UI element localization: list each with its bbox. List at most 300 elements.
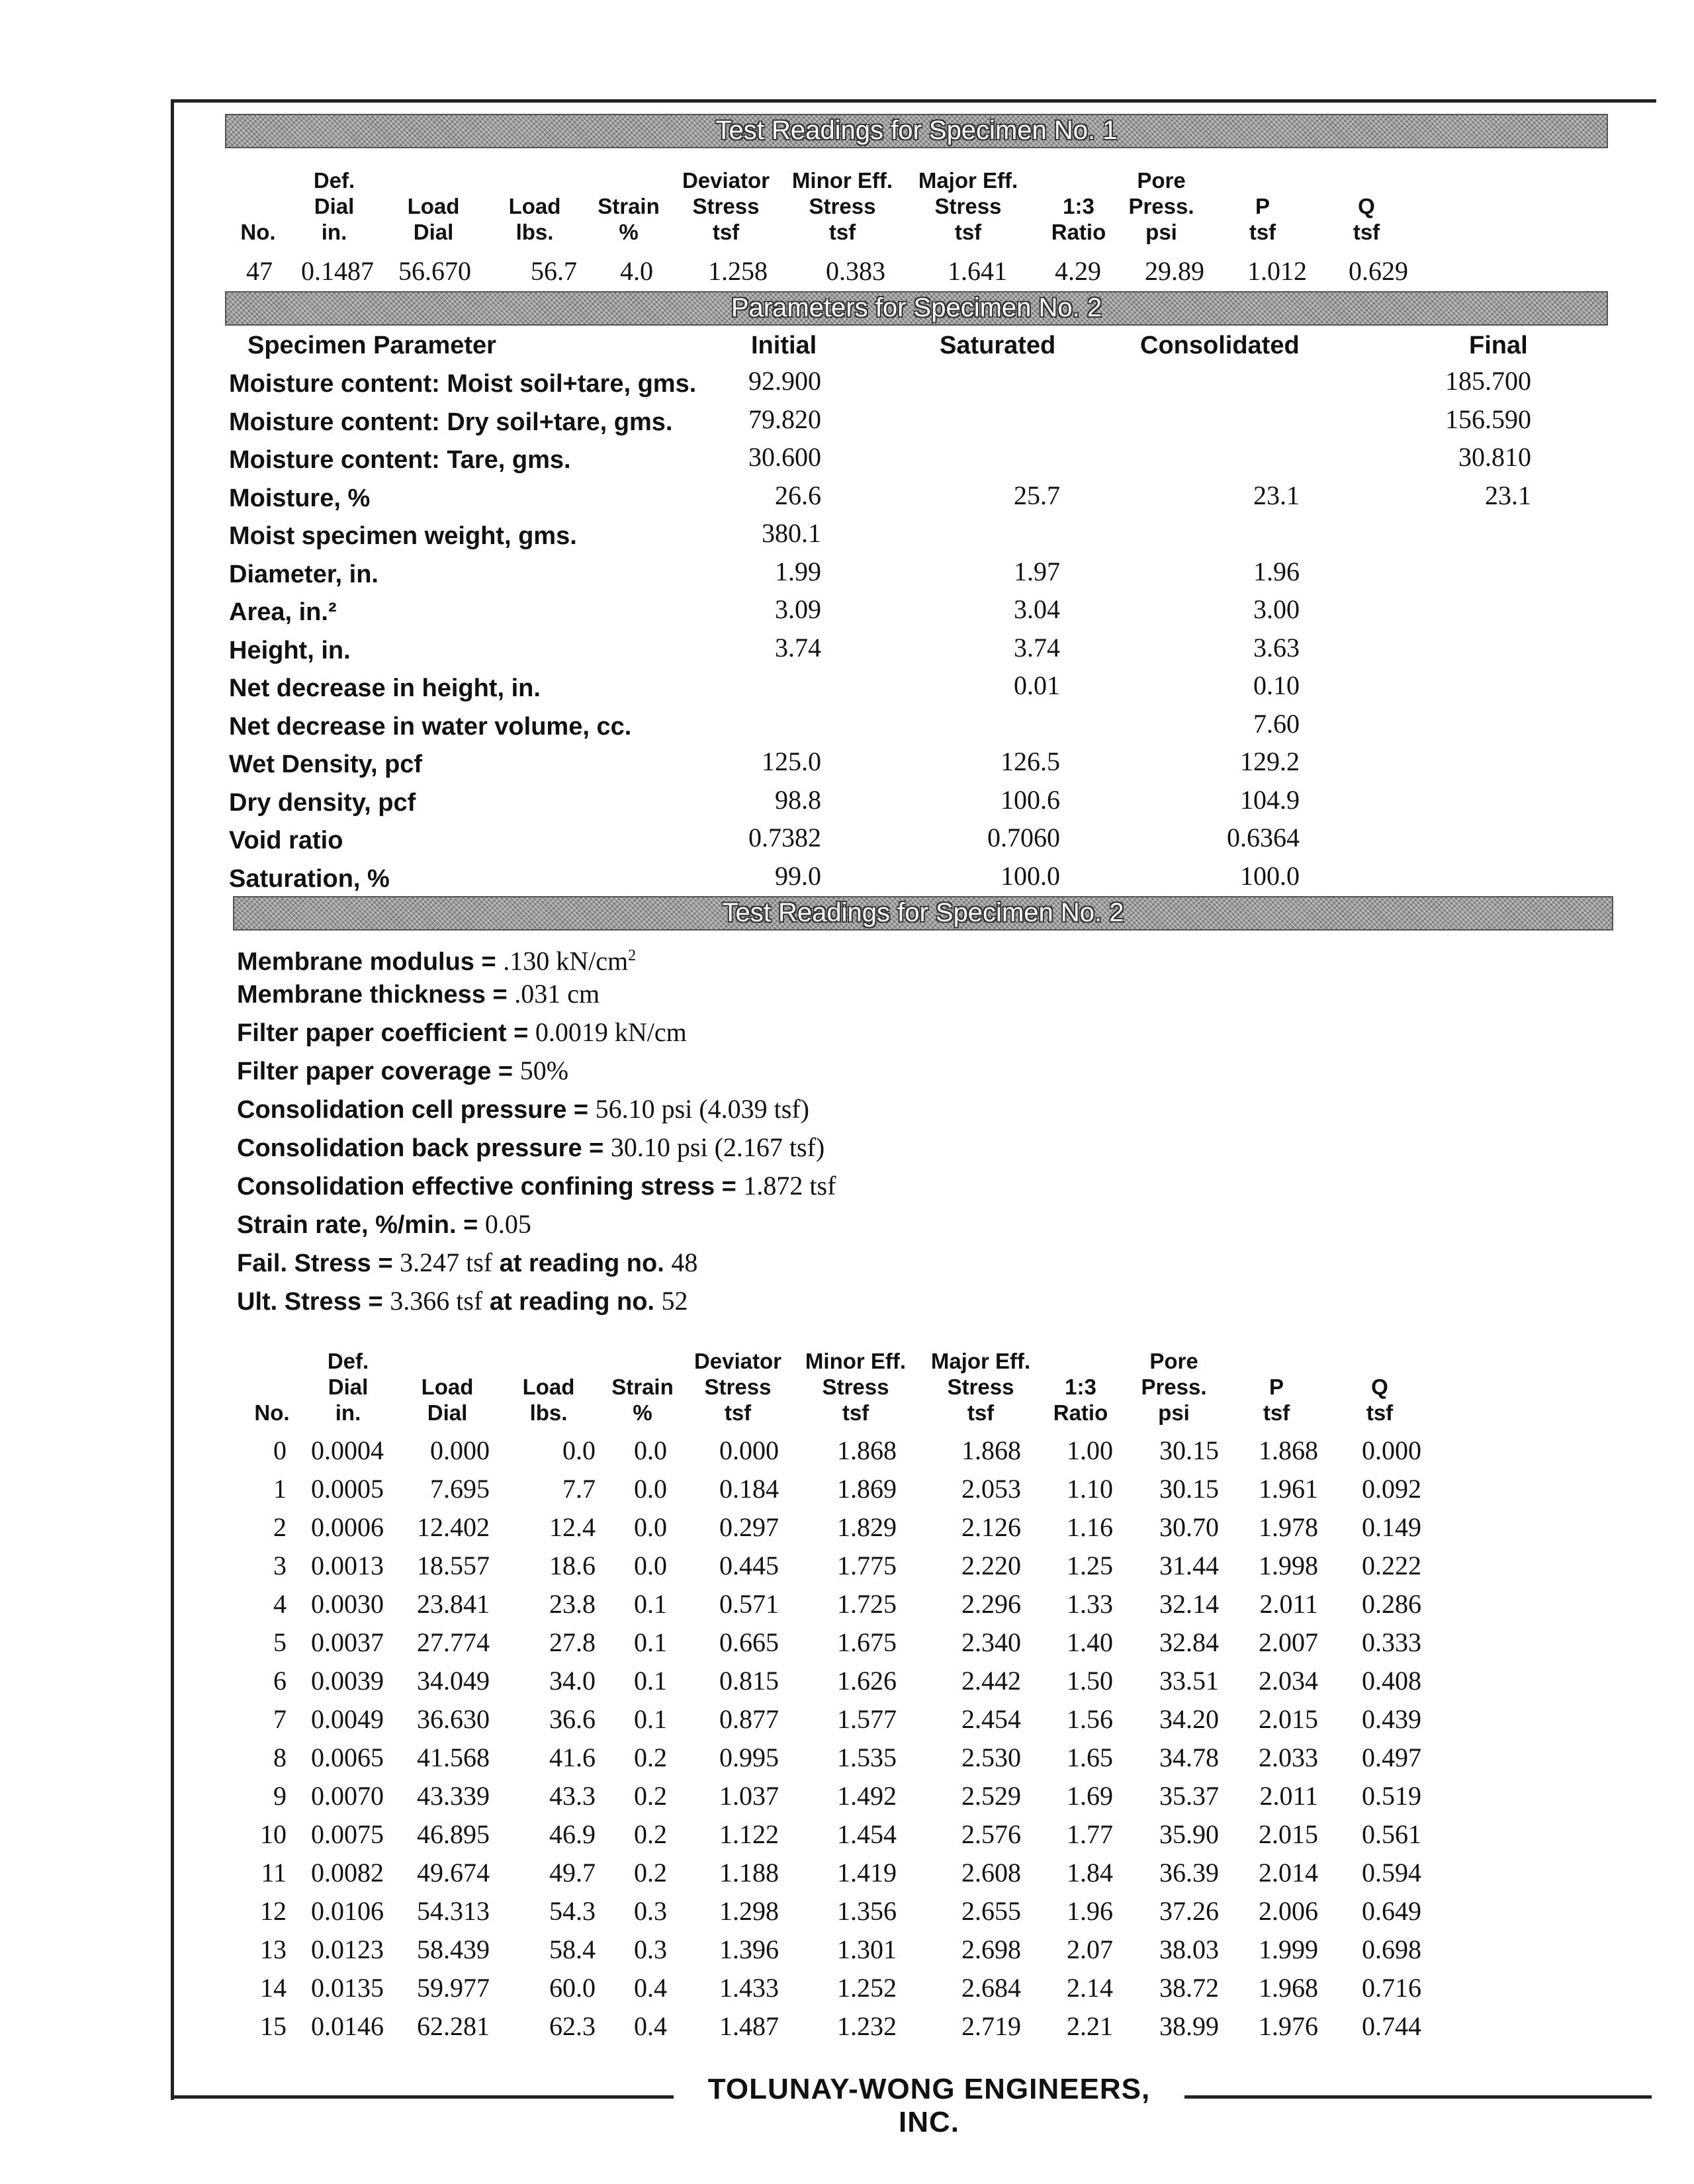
parameter-value-initial: 1.99 <box>775 556 821 586</box>
table-cell: 0.0070 <box>311 1781 384 1811</box>
table-cell: 2.21 <box>1067 2011 1113 2041</box>
table-cell: 1.577 <box>837 1704 897 1734</box>
column-header: Deviator Stress tsf <box>693 1349 782 1425</box>
table-cell: 41.6 <box>549 1743 596 1772</box>
table-cell: 1.037 <box>719 1781 779 1811</box>
table-cell: 1.00 <box>1067 1435 1113 1465</box>
table-cell: 2.608 <box>961 1858 1021 1888</box>
table-cell: 1.188 <box>719 1858 779 1888</box>
test-info-line <box>237 1284 688 1319</box>
test-info-line <box>237 1015 687 1050</box>
table-cell: 2.033 <box>1259 1743 1318 1772</box>
table-cell: 29.89 <box>1145 256 1204 286</box>
section-band-specimen2-readings: Test Readings for Specimen No. 2 <box>233 896 1613 931</box>
table-cell: 0.629 <box>1349 256 1408 286</box>
table-cell: 23.8 <box>549 1589 596 1619</box>
table-cell: 0.333 <box>1362 1627 1421 1657</box>
table-cell: 32.84 <box>1159 1627 1219 1657</box>
table-cell: 3 <box>273 1551 287 1580</box>
test-info-label: Fail. Stress = <box>237 1250 400 1277</box>
table-cell: 30.15 <box>1159 1435 1219 1465</box>
test-info-value: .130 kN/cm <box>503 946 629 976</box>
parameter-value-final: 30.810 <box>1458 442 1531 472</box>
column-header: Pore Press. psi <box>1141 1349 1207 1425</box>
column-header: P tsf <box>1249 194 1276 244</box>
parameter-value-saturated: 100.6 <box>1001 784 1060 815</box>
table-cell: 35.90 <box>1159 1819 1219 1849</box>
test-info-line <box>237 938 636 979</box>
test-info-label: Membrane modulus = <box>237 948 504 976</box>
table-cell: 43.339 <box>417 1781 490 1811</box>
table-cell: 2.014 <box>1259 1858 1318 1888</box>
table-cell: 1.40 <box>1067 1627 1113 1657</box>
test-info-value: 56.10 psi (4.039 tsf) <box>595 1094 809 1124</box>
table-cell: 0.4 <box>634 2011 667 2041</box>
table-cell: 1.535 <box>837 1743 897 1772</box>
table-cell: 33.51 <box>1159 1666 1219 1696</box>
table-cell: 38.72 <box>1159 1973 1219 2003</box>
table-cell: 1.869 <box>837 1474 897 1504</box>
test-info-line <box>237 1207 531 1242</box>
table-cell: 23.841 <box>417 1589 490 1619</box>
table-cell: 1.868 <box>961 1435 1021 1465</box>
table-cell: 0.445 <box>719 1551 779 1580</box>
table-cell: 58.439 <box>417 1934 490 1964</box>
table-cell: 37.26 <box>1159 1896 1219 1926</box>
table-cell: 0.1487 <box>301 256 374 286</box>
table-cell: 2.454 <box>961 1704 1021 1734</box>
column-header: No. <box>240 220 276 244</box>
parameter-value-consolidated: 1.96 <box>1253 556 1300 586</box>
parameters-header-label: Specimen Parameter <box>247 332 496 359</box>
table-cell: 2.684 <box>961 1973 1021 2003</box>
test-info-value: 0.0019 kN/cm <box>535 1017 687 1047</box>
table-cell: 30.70 <box>1159 1512 1219 1542</box>
table-cell: 36.39 <box>1159 1858 1219 1888</box>
test-info-value: 0.05 <box>484 1209 531 1239</box>
table-cell: 0.222 <box>1362 1551 1421 1580</box>
table-cell: 12 <box>260 1896 287 1926</box>
table-cell: 1.961 <box>1259 1474 1318 1504</box>
parameter-label: Moist specimen weight, gms. <box>229 522 577 550</box>
table-cell: 0.519 <box>1362 1781 1421 1811</box>
table-cell: 34.0 <box>549 1666 596 1696</box>
test-info-value: 30.10 psi (2.167 tsf) <box>610 1132 825 1162</box>
parameter-label: Moisture content: Dry soil+tare, gms. <box>229 408 673 436</box>
table-cell: 4.0 <box>620 256 653 286</box>
table-cell: 1.396 <box>719 1934 779 1964</box>
parameter-value-final: 185.700 <box>1445 366 1531 396</box>
column-header: No. <box>254 1400 290 1425</box>
table-cell: 1.999 <box>1259 1934 1318 1964</box>
table-cell: 1.626 <box>837 1666 897 1696</box>
parameter-value-initial: 79.820 <box>748 404 821 434</box>
table-cell: 36.6 <box>549 1704 596 1734</box>
table-cell: 6 <box>273 1666 287 1696</box>
table-cell: 4.29 <box>1055 256 1101 286</box>
table-cell: 4 <box>273 1589 287 1619</box>
column-header: Strain % <box>598 194 660 244</box>
table-cell: 2 <box>273 1512 287 1542</box>
test-info-connector: at reading no. <box>482 1288 662 1316</box>
table-cell: 60.0 <box>549 1973 596 2003</box>
column-header: Pore Press. psi <box>1128 168 1194 244</box>
table-cell: 10 <box>260 1819 287 1849</box>
table-cell: 1.298 <box>719 1896 779 1926</box>
table-cell: 0.995 <box>719 1743 779 1772</box>
table-cell: 11 <box>261 1858 287 1888</box>
table-cell: 0.0030 <box>311 1589 384 1619</box>
table-cell: 0.1 <box>634 1666 667 1696</box>
test-info-label: Filter paper coverage = <box>237 1058 520 1085</box>
table-cell: 34.78 <box>1159 1743 1219 1772</box>
column-header: 1:3 Ratio <box>1053 1375 1108 1425</box>
column-header: Def. Dial in. <box>313 168 355 244</box>
table-cell: 2.006 <box>1259 1896 1318 1926</box>
table-cell: 1.725 <box>837 1589 897 1619</box>
table-cell: 1.976 <box>1259 2011 1318 2041</box>
parameter-value-initial: 26.6 <box>775 480 821 510</box>
table-cell: 2.034 <box>1259 1666 1318 1696</box>
parameter-value-saturated: 100.0 <box>1001 860 1060 891</box>
column-header: Minor Eff. Stress tsf <box>791 168 893 244</box>
parameter-label: Area, in.² <box>229 598 337 626</box>
table-cell: 0.0106 <box>311 1896 384 1926</box>
table-cell: 1.10 <box>1067 1474 1113 1504</box>
table-cell: 18.6 <box>549 1551 596 1580</box>
table-cell: 0.0 <box>634 1435 667 1465</box>
table-cell: 1.50 <box>1067 1666 1113 1696</box>
table-cell: 2.220 <box>961 1551 1021 1580</box>
test-info-line <box>237 1092 809 1127</box>
table-cell: 0.184 <box>719 1474 779 1504</box>
parameter-value-initial: 380.1 <box>762 518 821 548</box>
table-cell: 36.630 <box>417 1704 490 1734</box>
table-cell: 9 <box>273 1781 287 1811</box>
table-cell: 0.0065 <box>311 1743 384 1772</box>
table-cell: 0.0082 <box>311 1858 384 1888</box>
parameter-label: Net decrease in water volume, cc. <box>229 712 632 741</box>
parameter-value-saturated: 3.04 <box>1014 594 1060 624</box>
table-cell: 0.815 <box>719 1666 779 1696</box>
table-cell: 38.99 <box>1159 2011 1219 2041</box>
parameter-value-consolidated: 100.0 <box>1240 860 1300 891</box>
table-cell: 0.2 <box>634 1858 667 1888</box>
table-cell: 0.0 <box>634 1551 667 1580</box>
table-cell: 7.695 <box>430 1474 490 1504</box>
parameter-value-consolidated: 0.6364 <box>1227 823 1300 852</box>
column-header: Major Eff. Stress tsf <box>930 1349 1031 1425</box>
parameter-label: Moisture content: Tare, gms. <box>229 446 571 474</box>
table-cell: 0.1 <box>634 1627 667 1657</box>
table-cell: 0.571 <box>719 1589 779 1619</box>
column-header: Load Dial <box>407 194 460 244</box>
test-info-label: Membrane thickness = <box>237 981 515 1009</box>
table-cell: 1.868 <box>837 1435 897 1465</box>
table-cell: 2.340 <box>961 1627 1021 1657</box>
table-cell: 2.015 <box>1259 1704 1318 1734</box>
table-cell: 49.674 <box>417 1858 490 1888</box>
table-cell: 0.0004 <box>311 1435 384 1465</box>
table-cell: 0.0006 <box>311 1512 384 1542</box>
parameters-header-saturated: Saturated <box>940 332 1056 359</box>
table-cell: 0.000 <box>1362 1435 1421 1465</box>
table-cell: 1.232 <box>837 2011 897 2041</box>
column-header: Strain % <box>611 1375 674 1425</box>
parameter-value-initial: 0.7382 <box>748 823 821 852</box>
parameter-value-saturated: 1.97 <box>1014 556 1060 586</box>
table-cell: 1.84 <box>1067 1858 1113 1888</box>
table-cell: 54.3 <box>549 1896 596 1926</box>
parameter-label: Net decrease in height, in. <box>229 674 541 702</box>
table-cell: 7 <box>273 1704 287 1734</box>
table-cell: 0.649 <box>1362 1896 1421 1926</box>
section-band-specimen1-readings: Test Readings for Specimen No. 1 <box>225 114 1608 148</box>
table-cell: 2.698 <box>961 1934 1021 1964</box>
table-cell: 1.25 <box>1067 1551 1113 1580</box>
column-header: Deviator Stress tsf <box>682 168 770 244</box>
table-cell: 0.000 <box>719 1435 779 1465</box>
table-cell: 1.77 <box>1067 1819 1113 1849</box>
parameters-header-consolidated: Consolidated <box>1140 332 1300 359</box>
table-cell: 27.8 <box>549 1627 596 1657</box>
test-info-label: Ult. Stress = <box>237 1288 390 1316</box>
parameter-value-initial: 3.09 <box>775 594 821 624</box>
table-cell: 1.33 <box>1067 1589 1113 1619</box>
section-band-specimen2-parameters: Parameters for Specimen No. 2 <box>225 291 1608 326</box>
table-cell: 1.675 <box>837 1627 897 1657</box>
table-cell: 0.286 <box>1362 1589 1421 1619</box>
parameter-label: Diameter, in. <box>229 560 379 588</box>
table-cell: 58.4 <box>549 1934 596 1964</box>
table-cell: 2.011 <box>1259 1589 1318 1619</box>
company-name: TOLUNAY-WONG ENGINEERS, INC. <box>707 2073 1151 2138</box>
table-cell: 0.297 <box>719 1512 779 1542</box>
table-cell: 0.3 <box>634 1896 667 1926</box>
table-cell: 12.4 <box>549 1512 596 1542</box>
parameter-value-saturated: 126.5 <box>1001 747 1060 776</box>
column-header: Def. Dial in. <box>327 1349 369 1425</box>
parameter-value-final: 23.1 <box>1485 480 1531 510</box>
table-cell: 0.2 <box>634 1743 667 1772</box>
column-header: Load lbs. <box>522 1375 575 1425</box>
table-cell: 0.4 <box>634 1973 667 2003</box>
parameter-label: Void ratio <box>229 827 343 854</box>
table-cell: 59.977 <box>417 1973 490 2003</box>
table-cell: 1.419 <box>837 1858 897 1888</box>
test-info-label: Consolidation cell pressure = <box>237 1096 596 1124</box>
table-cell: 2.007 <box>1259 1627 1318 1657</box>
table-cell: 0.408 <box>1362 1666 1421 1696</box>
test-info-label: Filter paper coefficient = <box>237 1019 535 1047</box>
table-cell: 2.576 <box>961 1819 1021 1849</box>
parameter-value-saturated: 25.7 <box>1014 480 1060 510</box>
table-cell: 0.3 <box>634 1934 667 1964</box>
table-cell: 46.9 <box>549 1819 596 1849</box>
table-cell: 1.492 <box>837 1781 897 1811</box>
parameter-value-saturated: 0.7060 <box>987 823 1060 852</box>
table-cell: 8 <box>273 1743 287 1772</box>
table-cell: 0.0 <box>562 1435 596 1465</box>
table-cell: 1.454 <box>837 1819 897 1849</box>
table-cell: 2.655 <box>961 1896 1021 1926</box>
column-header: Minor Eff. Stress tsf <box>805 1349 907 1425</box>
table-cell: 62.3 <box>549 2011 596 2041</box>
table-cell: 2.07 <box>1067 1934 1113 1964</box>
table-cell: 32.14 <box>1159 1589 1219 1619</box>
table-cell: 0.0037 <box>311 1627 384 1657</box>
test-info-value: 1.872 tsf <box>743 1171 836 1201</box>
table-cell: 46.895 <box>417 1819 490 1849</box>
table-cell: 0.561 <box>1362 1819 1421 1849</box>
table-cell: 0.0049 <box>311 1704 384 1734</box>
table-cell: 0.594 <box>1362 1858 1421 1888</box>
column-header: P tsf <box>1263 1375 1290 1425</box>
parameter-label: Height, in. <box>229 636 351 664</box>
column-header: 1:3 Ratio <box>1051 194 1106 244</box>
table-cell: 0.698 <box>1362 1934 1421 1964</box>
table-cell: 2.530 <box>961 1743 1021 1772</box>
test-info-line <box>237 1130 825 1165</box>
table-cell: 1 <box>273 1474 287 1504</box>
test-info-reading-no: 52 <box>661 1286 688 1316</box>
table-cell: 38.03 <box>1159 1934 1219 1964</box>
table-cell: 1.96 <box>1067 1896 1113 1926</box>
table-cell: 2.14 <box>1067 1973 1113 2003</box>
test-info-value: 50% <box>519 1056 569 1085</box>
table-cell: 0.1 <box>634 1589 667 1619</box>
parameter-value-saturated: 0.01 <box>1014 670 1060 700</box>
test-info-label: Strain rate, %/min. = <box>237 1211 485 1239</box>
table-cell: 0.1 <box>634 1704 667 1734</box>
table-cell: 1.868 <box>1259 1435 1318 1465</box>
table-cell: 1.69 <box>1067 1781 1113 1811</box>
table-cell: 1.978 <box>1259 1512 1318 1542</box>
table-cell: 0.0005 <box>311 1474 384 1504</box>
table-cell: 2.529 <box>961 1781 1021 1811</box>
test-info-line <box>237 977 600 1012</box>
parameter-value-consolidated: 104.9 <box>1240 784 1300 815</box>
table-cell: 0.000 <box>430 1435 490 1465</box>
table-cell: 1.122 <box>719 1819 779 1849</box>
table-cell: 1.252 <box>837 1973 897 2003</box>
parameter-value-consolidated: 3.63 <box>1253 632 1300 662</box>
parameter-value-initial: 98.8 <box>775 784 821 815</box>
table-cell: 0.665 <box>719 1627 779 1657</box>
table-cell: 1.16 <box>1067 1512 1113 1542</box>
table-cell: 0.2 <box>634 1819 667 1849</box>
table-cell: 7.7 <box>562 1474 596 1504</box>
table-cell: 0 <box>273 1435 287 1465</box>
table-cell: 18.557 <box>417 1551 490 1580</box>
test-info-value: 3.366 tsf <box>390 1286 483 1316</box>
table-cell: 1.775 <box>837 1551 897 1580</box>
table-cell: 43.3 <box>549 1781 596 1811</box>
table-cell: 1.301 <box>837 1934 897 1964</box>
parameter-value-initial: 125.0 <box>762 747 821 776</box>
table-cell: 0.149 <box>1362 1512 1421 1542</box>
table-cell: 34.049 <box>417 1666 490 1696</box>
table-cell: 0.0 <box>634 1474 667 1504</box>
table-cell: 2.442 <box>961 1666 1021 1696</box>
table-cell: 2.126 <box>961 1512 1021 1542</box>
table-cell: 2.015 <box>1259 1819 1318 1849</box>
parameter-value-consolidated: 23.1 <box>1253 480 1300 510</box>
test-info-superscript: 2 <box>628 947 637 964</box>
table-cell: 62.281 <box>417 2011 490 2041</box>
table-cell: 15 <box>260 2011 287 2041</box>
table-cell: 0.877 <box>719 1704 779 1734</box>
table-cell: 2.011 <box>1259 1781 1318 1811</box>
parameter-label: Moisture content: Moist soil+tare, gms. <box>229 370 697 398</box>
table-cell: 1.258 <box>708 256 768 286</box>
table-cell: 1.829 <box>837 1512 897 1542</box>
parameter-label: Dry density, pcf <box>229 788 416 817</box>
table-cell: 1.356 <box>837 1896 897 1926</box>
test-info-line <box>237 1054 568 1089</box>
test-info-line <box>237 1169 836 1204</box>
table-cell: 12.402 <box>417 1512 490 1542</box>
table-cell: 2.719 <box>961 2011 1021 2041</box>
table-cell: 1.65 <box>1067 1743 1113 1772</box>
table-cell: 0.383 <box>826 256 885 286</box>
parameter-value-consolidated: 129.2 <box>1240 747 1300 776</box>
column-header: Major Eff. Stress tsf <box>918 168 1018 244</box>
table-cell: 1.641 <box>948 256 1007 286</box>
table-cell: 1.968 <box>1259 1973 1318 2003</box>
test-info-reading-no: 48 <box>671 1248 698 1277</box>
table-cell: 0.0146 <box>311 2011 384 2041</box>
table-cell: 1.998 <box>1259 1551 1318 1580</box>
parameter-value-initial: 30.600 <box>748 442 821 472</box>
parameter-value-initial: 99.0 <box>775 860 821 891</box>
footer-rule-right <box>1184 2095 1652 2099</box>
column-header: Load lbs. <box>508 194 561 244</box>
table-cell: 0.497 <box>1362 1743 1421 1772</box>
table-cell: 5 <box>273 1627 287 1657</box>
test-info-value: 3.247 tsf <box>400 1248 493 1277</box>
table-cell: 27.774 <box>417 1627 490 1657</box>
table-cell: 13 <box>260 1934 287 1964</box>
column-header: Load Dial <box>421 1375 474 1425</box>
table-cell: 0.092 <box>1362 1474 1421 1504</box>
table-cell: 47 <box>246 256 273 286</box>
parameters-header-final: Final <box>1469 332 1528 359</box>
parameter-label: Moisture, % <box>229 484 371 512</box>
table-cell: 14 <box>260 1973 287 2003</box>
parameters-header-initial: Initial <box>751 332 817 359</box>
test-info-value: .031 cm <box>514 979 600 1009</box>
footer-rule-left <box>171 2095 674 2099</box>
test-info-label: Consolidation effective confining stress = <box>237 1173 744 1201</box>
table-cell: 1.487 <box>719 2011 779 2041</box>
table-cell: 0.716 <box>1362 1973 1421 2003</box>
table-cell: 2.296 <box>961 1589 1021 1619</box>
table-cell: 30.15 <box>1159 1474 1219 1504</box>
test-info-connector: at reading no. <box>492 1250 672 1277</box>
table-cell: 31.44 <box>1159 1551 1219 1580</box>
table-cell: 0.439 <box>1362 1704 1421 1734</box>
table-cell: 41.568 <box>417 1743 490 1772</box>
table-cell: 56.7 <box>531 256 577 286</box>
parameter-value-consolidated: 0.10 <box>1253 670 1300 700</box>
table-cell: 0.0123 <box>311 1934 384 1964</box>
parameter-value-saturated: 3.74 <box>1014 632 1060 662</box>
test-info-line <box>237 1246 697 1281</box>
table-cell: 0.744 <box>1362 2011 1421 2041</box>
parameter-label: Wet Density, pcf <box>229 751 423 778</box>
table-cell: 1.433 <box>719 1973 779 2003</box>
